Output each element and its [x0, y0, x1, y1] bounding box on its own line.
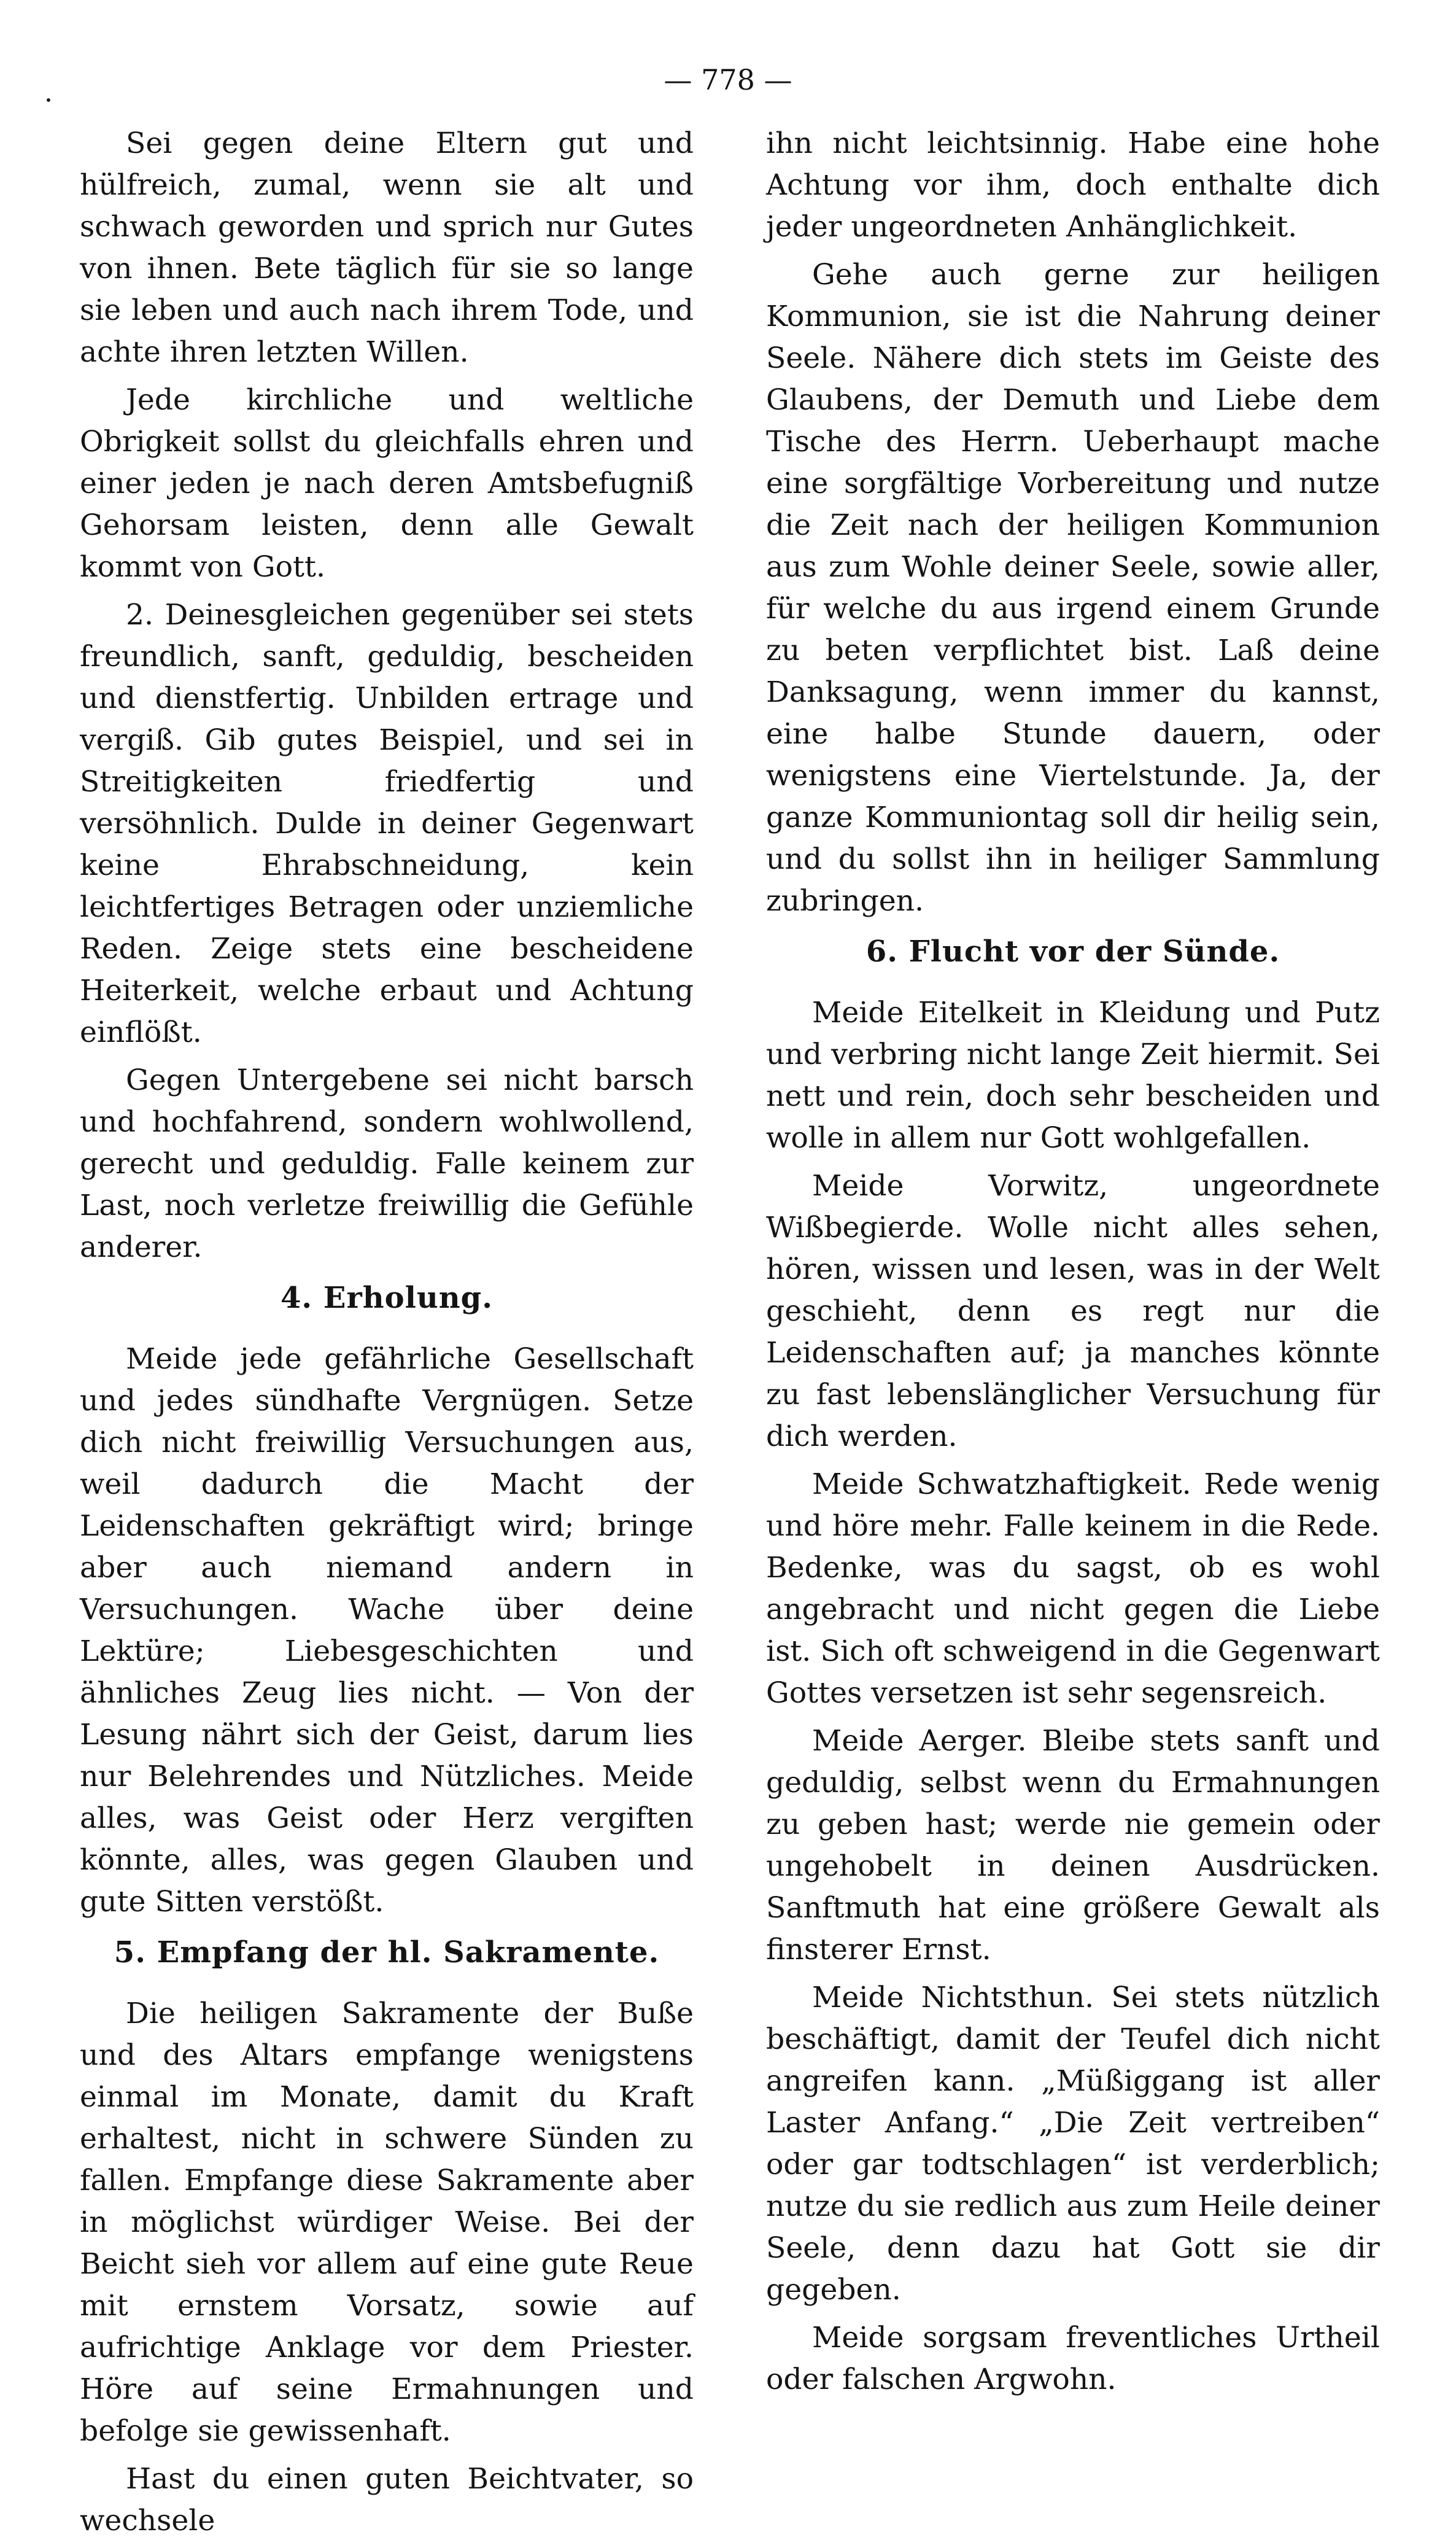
paragraph: 2. Deinesgleichen gegenüber sei stets freundlich, sanft, geduldig, bescheiden und dienstfertig. Unbilden ertrage und vergiß. Gib gutes Beispiel, und sei in Streitigkeiten friedfertig und versöhnlich. Dulde in deiner Gegenwart keine Ehrabschneidung, kein leichtfertiges Betragen oder unziemliche Reden. Zeige stets eine bescheidene Heiterkeit, welche erbaut und Achtung einflößt.: [80, 598, 694, 1049]
paragraph: Meide jede gefährliche Gesellschaft und jedes sündhafte Vergnügen. Setze dich nicht freiwillig Versuchungen aus, weil dadurch die Macht der Leidenschaften gekräftigt wird; bringe aber auch niemand andern in Versuchungen. Wache über deine Lektüre; Liebesgeschichten und ähnliches Zeug lies nicht. — Von der Lesung nährt sich der Geist, darum lies nur Belehrendes und Nützliches. Meide alles, was Geist oder Herz vergiften könnte, alles, was gegen Glauben und gute Sitten verstößt.: [80, 1342, 694, 1919]
paragraph: Hast du einen guten Beichtvater, so wechsele: [80, 2462, 694, 2538]
ink-speck: [47, 98, 50, 102]
paragraph: Meide sorgsam freventliches Urtheil oder falschen Argwohn.: [766, 2321, 1380, 2396]
paragraph: Meide Eitelkeit in Kleidung und Putz und verbring nicht lange Zeit hiermit. Sei nett und rein, doch sehr bescheiden und wolle in allem nur Gott wohlgefallen.: [766, 996, 1380, 1155]
paragraph: Jede kirchliche und weltliche Obrigkeit sollst du gleichfalls ehren und einer jeden je nach deren Amtsbefugniß Gehorsam leisten, denn alle Gewalt kommt von Gott.: [80, 383, 694, 584]
section-heading: 4. Erholung.: [281, 1281, 493, 1315]
paragraph: Meide Nichtsthun. Sei stets nützlich beschäftigt, damit der Teufel dich nicht angreifen kann. „Müßiggang ist aller Laster Anfang.“ „Die Zeit vertreiben“ oder gar todtschlagen“ ist verderblich; nutze du sie redlich aus zum Heile deiner Seele, denn dazu hat Gott sie dir gegeben.: [766, 1981, 1380, 2307]
page-number: — 778 —: [664, 63, 792, 96]
paragraph: Meide Aerger. Bleibe stets sanft und geduldig, selbst wenn du Ermahnungen zu geben hast; werde nie gemein oder ungehobelt in deinen Ausdrücken. Sanftmuth hat eine größere Gewalt als finsterer Ernst.: [766, 1724, 1380, 1967]
paragraph: Sei gegen deine Eltern gut und hülfreich, zumal, wenn sie alt und schwach geworden und sprich nur Gutes von ihnen. Bete täglich für sie so lange sie leben und auch nach ihrem Tode, und achte ihren letzten Willen.: [80, 126, 694, 369]
right-column: [766, 123, 1380, 2407]
section-heading: 6. Flucht vor der Sünde.: [865, 934, 1280, 969]
paragraph: Gegen Untergebene sei nicht barsch und hochfahrend, sondern wohlwollend, gerecht und geduldig. Falle keinem zur Last, noch verletze freiwillig die Gefühle anderer.: [80, 1063, 694, 1264]
paragraph: ihn nicht leichtsinnig. Habe eine hohe Achtung vor ihm, doch enthalte dich jeder ungeordneten Anhänglichkeit.: [766, 126, 1380, 244]
left-column: [80, 123, 694, 2548]
paragraph: Meide Schwatzhaftigkeit. Rede wenig und höre mehr. Falle keinem in die Rede. Bedenke, was du sagst, ob es wohl angebracht und nicht gegen die Liebe ist. Sich oft schweigend in die Gegenwart Gottes versetzen ist sehr segensreich.: [766, 1467, 1380, 1710]
paragraph: Meide Vorwitz, ungeordnete Wißbegierde. Wolle nicht alles sehen, hören, wissen und lesen, was in der Welt geschieht, denn es regt nur die Leidenschaften auf; ja manches könnte zu fast lebenslänglicher Versuchung für dich werden.: [766, 1169, 1380, 1453]
section-heading: 5. Empfang der hl. Sakramente.: [114, 1935, 660, 1970]
paragraph: Gehe auch gerne zur heiligen Kommunion, sie ist die Nahrung deiner Seele. Nähere dich stets im Geiste des Glaubens, der Demuth und Liebe dem Tische des Herrn. Ueberhaupt mache eine sorgfältige Vorbereitung und nutze die Zeit nach der heiligen Kommunion aus zum Wohle deiner Seele, sowie aller, für welche du aus irgend einem Grunde zu beten verpflichtet bist. Laß deine Danksagung, wenn immer du kannst, eine halbe Stunde dauern, oder wenigstens eine Viertelstunde. Ja, der ganze Kommuniontag soll dir heilig sein, und du sollst ihn in heiliger Sammlung zubringen.: [766, 258, 1380, 918]
paragraph: Die heiligen Sakramente der Buße und des Altars empfange wenigstens einmal im Monate, damit du Kraft erhaltest, nicht in schwere Sünden zu fallen. Empfange diese Sakramente aber in möglichst würdiger Weise. Bei der Beicht sieh vor allem auf eine gute Reue mit ernstem Vorsatz, sowie auf aufrichtige Anklage vor dem Priester. Höre auf seine Ermahnungen und befolge sie gewissenhaft.: [80, 1997, 694, 2448]
